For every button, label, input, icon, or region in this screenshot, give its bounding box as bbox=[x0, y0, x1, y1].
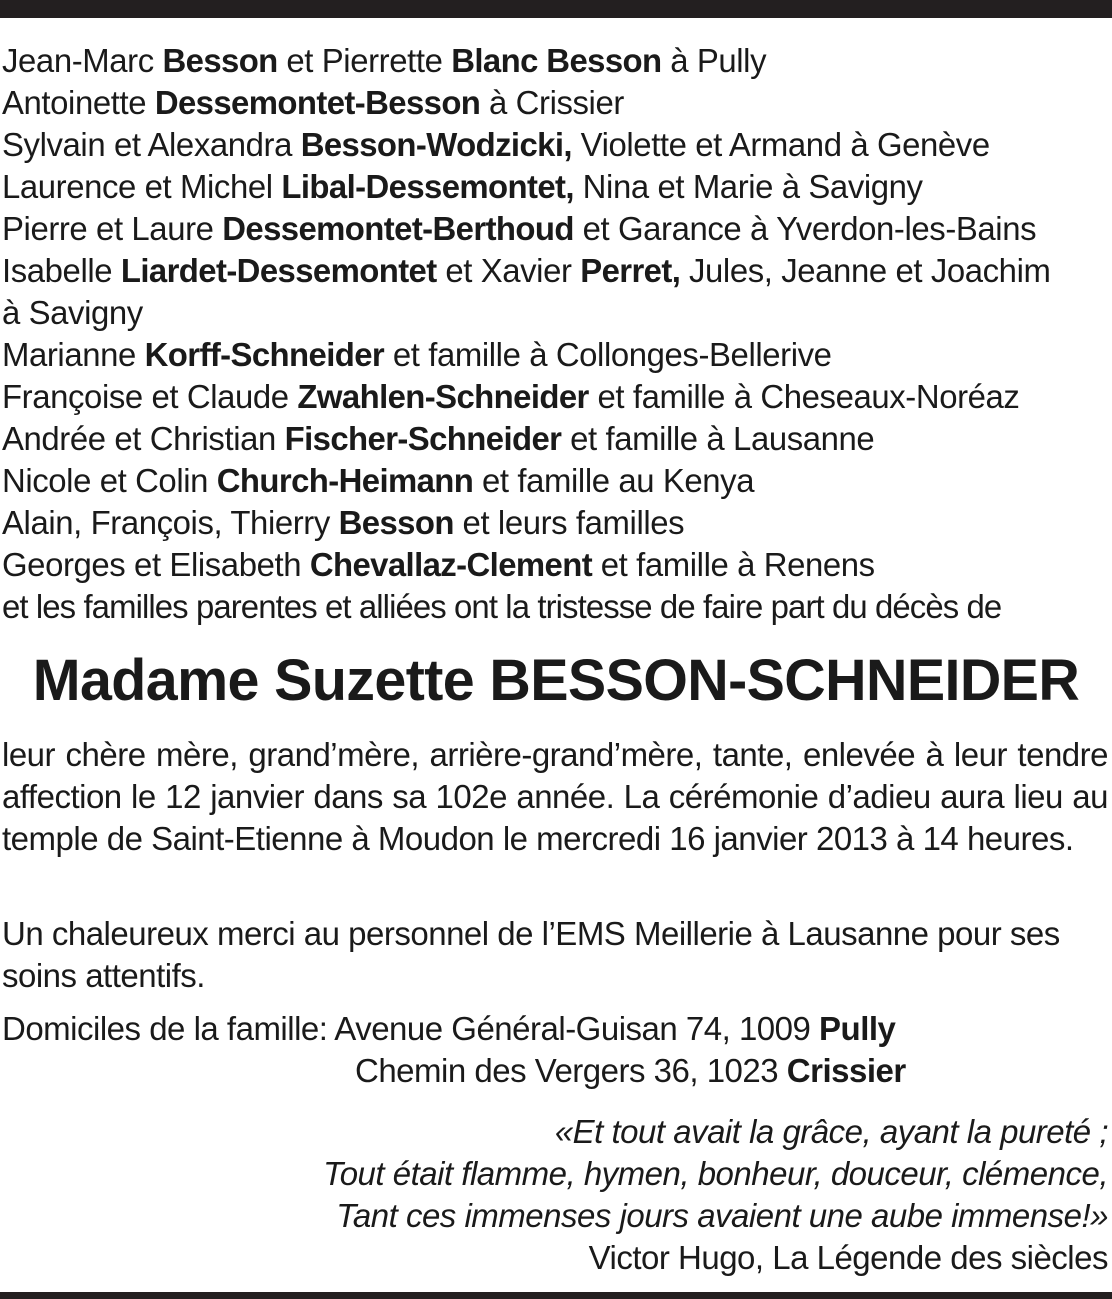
family-line bbox=[2, 544, 1108, 586]
family-text: Isabelle bbox=[2, 252, 121, 289]
address-line-2 bbox=[2, 1050, 1108, 1092]
address-line-1-text: Domiciles de la famille: Avenue Général-Guisan 74, 1009 bbox=[2, 1010, 820, 1047]
family-text: Sylvain et Alexandra bbox=[2, 126, 301, 163]
family-text: Françoise et Claude bbox=[2, 378, 298, 415]
family-surname: Fischer-Schneider bbox=[284, 420, 562, 457]
family-surname: Libal-Dessemontet, bbox=[281, 168, 574, 205]
family-text: Georges et Elisabeth bbox=[2, 546, 310, 583]
quote-attribution: Victor Hugo, La Légende des siècles bbox=[588, 1239, 1108, 1276]
family-line bbox=[2, 82, 1108, 124]
address-line-2-text: Chemin des Vergers 36, 1023 bbox=[355, 1052, 787, 1089]
family-text: Andrée et Christian bbox=[2, 420, 285, 457]
address-line-1-city: Pully bbox=[819, 1010, 896, 1047]
family-addresses bbox=[2, 1008, 1108, 1092]
family-surname: Perret, bbox=[580, 252, 681, 289]
family-text: Alain, François, Thierry bbox=[2, 504, 339, 541]
family-text: et Garance à Yverdon-les-Bains bbox=[573, 210, 1037, 247]
family-text: Nina et Marie à Savigny bbox=[573, 168, 923, 205]
family-text: Jules, Jeanne et Joachim bbox=[680, 252, 1051, 289]
family-text: et les familles parentes et alliées ont la tristesse de faire part du décès de bbox=[2, 588, 1002, 625]
announcement-paragraph: leur chère mère, grand’mère, arrière-grand’mère, tante, enlevée à leur tendre affection le 12 janvier dans sa 102e année. La cérémonie d’adieu aura lieu au temple de Saint-Etienne à Moudon le mercredi 16 janvier 2013 à 14 heures. bbox=[2, 736, 1108, 857]
family-surname: Liardet-Dessemontet bbox=[120, 252, 437, 289]
family-surname: Besson-Wodzicki, bbox=[300, 126, 572, 163]
family-text: et leurs familles bbox=[453, 504, 685, 541]
family-line bbox=[2, 460, 1108, 502]
family-text: et famille à Cheseaux-Noréaz bbox=[588, 378, 1020, 415]
family-text: Violette et Armand à Genève bbox=[571, 126, 990, 163]
family-text: Jean-Marc bbox=[2, 42, 163, 79]
family-surname: Dessemontet-Besson bbox=[154, 84, 481, 121]
family-line bbox=[2, 208, 1108, 250]
family-line bbox=[2, 418, 1108, 460]
family-surname: Besson bbox=[338, 504, 454, 541]
family-surname: Korff-Schneider bbox=[144, 336, 385, 373]
thanks-paragraph: Un chaleureux merci au personnel de l’EMS Meillerie à Lausanne pour ses soins attentifs. bbox=[2, 915, 1060, 994]
family-line bbox=[2, 376, 1108, 418]
family-line bbox=[2, 292, 1108, 334]
family-members-list bbox=[2, 40, 1112, 628]
family-text: Pierre et Laure bbox=[2, 210, 223, 247]
family-surname: Dessemontet-Berthoud bbox=[222, 210, 574, 247]
family-surname: Besson bbox=[162, 42, 278, 79]
family-closing-line bbox=[2, 586, 1108, 628]
family-text: à Savigny bbox=[2, 294, 143, 331]
family-text: à Pully bbox=[661, 42, 767, 79]
address-line-1 bbox=[2, 1008, 1108, 1050]
family-text: et famille à Renens bbox=[592, 546, 875, 583]
family-surname: Blanc Besson bbox=[451, 42, 662, 79]
family-text: Nicole et Colin bbox=[2, 462, 217, 499]
deceased-name-headline: Madame Suzette BESSON-SCHNEIDER bbox=[32, 648, 1080, 713]
family-surname: Zwahlen-Schneider bbox=[297, 378, 589, 415]
family-text: Antoinette bbox=[2, 84, 155, 121]
poem-quote bbox=[323, 1111, 1108, 1279]
family-line bbox=[2, 250, 1108, 292]
family-line bbox=[2, 502, 1108, 544]
family-line bbox=[2, 334, 1108, 376]
family-surname: Chevallaz-Clement bbox=[309, 546, 593, 583]
family-text: à Crissier bbox=[480, 84, 624, 121]
family-text: et Pierrette bbox=[277, 42, 452, 79]
bottom-border-rule bbox=[0, 1292, 1112, 1299]
family-text: et famille au Kenya bbox=[473, 462, 755, 499]
quote-line: Tant ces immenses jours avaient une aube immense!» bbox=[336, 1197, 1108, 1234]
family-line bbox=[2, 166, 1108, 208]
family-text: Laurence et Michel bbox=[2, 168, 282, 205]
family-text: et famille à Lausanne bbox=[561, 420, 875, 457]
family-line bbox=[2, 124, 1108, 166]
family-text: et Xavier bbox=[436, 252, 581, 289]
family-text: Marianne bbox=[2, 336, 145, 373]
top-border-rule bbox=[0, 0, 1112, 18]
quote-line: «Et tout avait la grâce, ayant la pureté ; bbox=[554, 1113, 1108, 1150]
family-surname: Church-Heimann bbox=[216, 462, 474, 499]
quote-line: Tout était flamme, hymen, bonheur, douceur, clémence, bbox=[323, 1155, 1108, 1192]
address-line-2-city: Crissier bbox=[786, 1052, 906, 1089]
family-text: et famille à Collonges-Bellerive bbox=[384, 336, 832, 373]
family-line bbox=[2, 40, 1108, 82]
